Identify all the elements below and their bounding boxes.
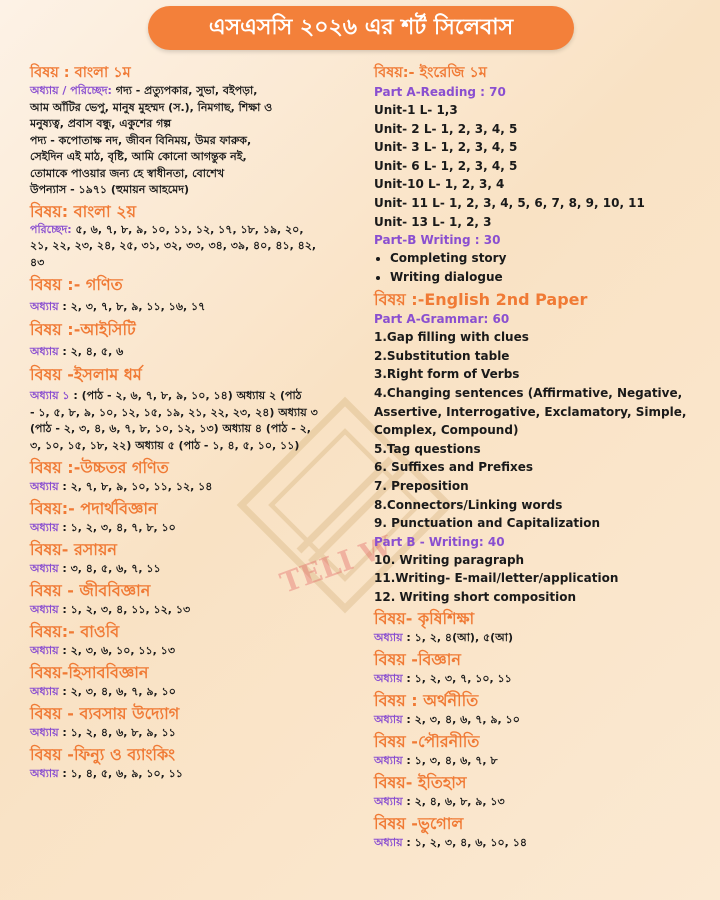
subject-block-bangla-1 (30, 64, 365, 199)
subject-block-biology: বিষয় - জীববিজ্ঞান অধ্যায় : ১, ২, ৩, ৪, ১১, ১২, ১৩ (30, 580, 365, 619)
subject-heading: বিষয় - জীববিজ্ঞান (30, 581, 151, 600)
part-b-label: Part-B Writing : 30 (374, 233, 501, 248)
subject-block-agriculture: বিষয়- কৃষিশিক্ষা অধ্যায় : ১, ২, ৪(আ), ৫(আ) (374, 608, 700, 647)
subject-heading: বিষয়-হিসাববিজ্ঞান (30, 663, 149, 682)
part-b-label: Part B - Writing: 40 (374, 534, 505, 549)
subject-block-economics: বিষয় : অর্থনীতি অধ্যায় : ২, ৩, ৪, ৬, ৭, ৯, ১০ (374, 690, 700, 729)
subject-heading: বিষয়:- পদার্থবিজ্ঞান (30, 499, 158, 518)
subject-heading: বিষয় :-আইসিটি (30, 320, 136, 339)
subject-block-history: বিষয়- ইতিহাস অধ্যায় : ২, ৪, ৬, ৮, ৯, ১৩ (374, 772, 700, 811)
subject-heading: বিষয় -ইসলাম ধর্ম (30, 365, 142, 384)
subject-heading: বিষয় -পৌরনীতি (374, 732, 480, 752)
writing-list: • Completing story • Writing dialogue (374, 249, 700, 287)
subject-heading: বিষয়- ইতিহাস (374, 773, 467, 793)
subject-heading: বিষয় :- গণিত (30, 275, 123, 294)
subject-heading: বিষয়:- বাওবি (30, 622, 120, 641)
subject-heading: বিষয় : বাংলা ১ম (30, 65, 131, 81)
subject-block-geography: বিষয় -ভুগোল অধ্যায় : ১, ২, ৩, ৪, ৬, ১০, ১৪ (374, 813, 700, 852)
part-a-label: Part A-Grammar: 60 (374, 312, 510, 327)
subject-heading: বিষয়- রসায়ন (30, 540, 117, 559)
subject-heading: বিষয়: বাংলা ২য় (30, 201, 137, 221)
subject-heading: বিষয়:- ইংরেজি ১ম (374, 65, 487, 81)
subject-block-finance: বিষয় -ফিন্যু ও ব্যাংকিং অধ্যায় : ১, ৪, ৫, ৬, ৯, ১০, ১১ (30, 744, 365, 783)
part-a-label: Part A-Reading : 70 (374, 85, 506, 99)
subject-block-bangla-2 (30, 201, 365, 272)
subject-heading: বিষয় -বিজ্ঞান (374, 650, 461, 670)
subject-block-chemistry: বিষয়- রসায়ন অধ্যায় : ৩, ৪, ৫, ৬, ৭, ১১ (30, 539, 365, 578)
subject-heading: বিষয় - ব্যবসায় উদ্যোগ (30, 704, 180, 723)
subject-block-bgs: বিষয়:- বাওবি অধ্যায় : ২, ৩, ৬, ১০, ১১, ১৩ (30, 621, 365, 660)
subject-block-accounting: বিষয়-হিসাববিজ্ঞান অধ্যায় : ২, ৩, ৪, ৬, ৭, ৯, ১০ (30, 662, 365, 701)
subject-heading: বিষয় : অর্থনীতি (374, 691, 479, 711)
subject-block-ict: বিষয় :-আইসিটি অধ্যায় : ২, ৪, ৫, ৬ (30, 319, 365, 361)
subject-heading: বিষয় :-উচ্চতর গণিত (30, 458, 169, 477)
subject-block-higher-math: বিষয় :-উচ্চতর গণিত অধ্যায় : ২, ৭, ৮, ৯, ১০, ১১, ১২, ১৪ (30, 457, 365, 496)
subject-block-civics: বিষয় -পৌরনীতি অধ্যায় : ১, ৩, ৪, ৬, ৭, ৮ (374, 731, 700, 770)
subject-heading: বিষয়- কৃষিশিক্ষা (374, 609, 475, 629)
subject-block-business: বিষয় - ব্যবসায় উদ্যোগ অধ্যায় : ১, ২, ৪, ৬, ৮, ৯, ১১ (30, 703, 365, 742)
subject-block-english-2: বিষয় :-English 2nd Paper Part A-Grammar: 60 1.Gap filling with clues 2.Substitution table 3.Right form of Verbs 4.Changing sentences (Affirmative, Negative, Assertive, Interrogative, Exclamatory, Simple, Complex, Compound) 5.Tag questions 6. Suffixes and Prefixes 7. Preposition 8.Connectors/Linking words 9. Punctuation and Capitalization Part B - Writing: 40 10. Writing paragraph 11.Writing- E-mail/letter/application 12. Writing short composition (374, 289, 700, 606)
subject-block-islam: বিষয় -ইসলাম ধর্ম অধ্যায় ১ : (পাঠ - ২, ৬, ৭, ৮, ৯, ১০, ১৪) অধ্যায় ২ (পাঠ - ১, ৫, ৮, ৯, ১০, ১২, ১৫, ১৯, ২১, ২২, ২৩, ২৪) অধ্যায় ৩ (পাঠ - ২, ৩, ৪, ৬, ৭, ৮, ১০, ১২, ১৩) অধ্যায় ৪ (পাঠ - ২, ৩, ১০, ১৫, ১৮, ২২) অধ্যায় ৫ (পাঠ - ১, ৪, ৫, ১০, ১১) (30, 364, 365, 454)
watermark-text: TELI W (275, 529, 397, 600)
page-title: এসএসসি ২০২৬ এর শর্ট সিলেবাস (148, 6, 574, 50)
subject-content: পরিচ্ছেদ: ৫, ৬, ৭, ৮, ৯, ১০, ১১, ১২, ১৭, ১৮, ১৯, ২০, ২১, ২২, ২৩, ২৪, ২৫, ৩১, ৩২, ৩৩, ৩৪, ৩৯, ৪০, ৪১, ৪২, ৪৩ (30, 222, 317, 269)
subject-block-english-1: বিষয়:- ইংরেজি ১ম Part A-Reading : 70 Unit-1 L- 1,3 Unit- 2 L- 1, 2, 3, 4, 5 Unit- 3 L- 1, 2, 3, 4, 5 Unit- 6 L- 1, 2, 3, 4, 5 Unit-10 L- 1, 2, 3, 4 Unit- 11 L- 1, 2, 3, 4, 5, 6, 7, 8, 9, 10, 11 Unit- 13 L- 1, 2, 3 Part-B Writing : 30 • Completing story • Writing dialogue (374, 64, 700, 287)
left-column (30, 62, 365, 783)
subject-heading: বিষয় :-English 2nd Paper (374, 290, 588, 310)
subject-block-math: বিষয় :- গণিত অধ্যায় : ২, ৩, ৭, ৮, ৯, ১১, ১৬, ১৭ (30, 274, 365, 316)
subject-content: অধ্যায় / পরিচ্ছেদ: গদ্য - প্রত্যুপকার, সুভা, বইপড়া, আম আঁটির ভেপু, মানুষ মুহম্মদ (স.), নিমগাছ, শিক্ষা ও মনুষ্যত্ব, প্রবাস বন্ধু, একুশের গল্প পদ্য - কপোতাক্ষ নদ, জীবন বিনিময়, উমর ফারুক, সেইদিন এই মাঠ, বৃষ্টি, আমি কোনো আগন্তুক নই, তোমাকে পাওয়ার জন্য হে স্বাধীনতা, বোশেখ উপন্যাস - ১৯৭১ (হুমায়ন আহমেদ) (30, 84, 273, 196)
right-column (374, 62, 700, 852)
subject-block-physics: বিষয়:- পদার্থবিজ্ঞান অধ্যায় : ১, ২, ৩, ৪, ৭, ৮, ১০ (30, 498, 365, 537)
subject-heading: বিষয় -ভুগোল (374, 814, 464, 834)
subject-block-science: বিষয় -বিজ্ঞান অধ্যায় : ১, ২, ৩, ৭, ১০, ১১ (374, 649, 700, 688)
subject-heading: বিষয় -ফিন্যু ও ব্যাংকিং (30, 745, 176, 764)
